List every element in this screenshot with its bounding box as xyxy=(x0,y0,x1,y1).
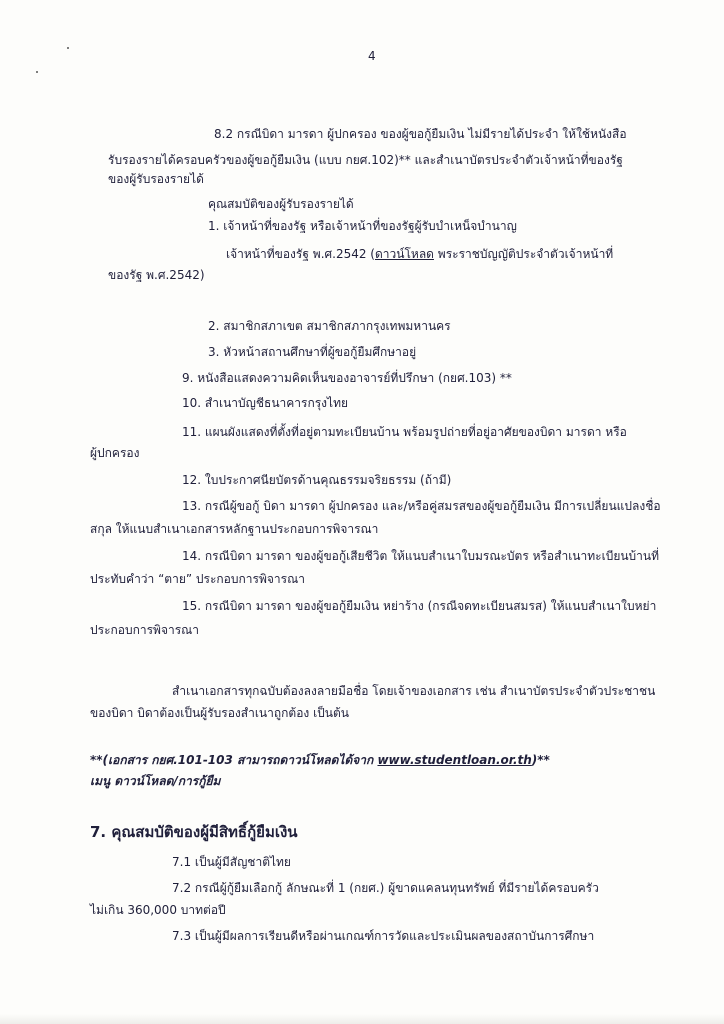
note-line1: สำเนาเอกสารทุกฉบับต้องลงลายมือชื่อ โดยเจ้าของเอกสาร เช่น สำเนาบัตรประจำตัวประชาชน xyxy=(172,684,656,698)
qualification-1-text-after: พระราชบัญญัติประจำตัวเจ้าหน้าที่ xyxy=(433,247,614,261)
page-number: 4 xyxy=(368,49,376,63)
qualifications-title: คุณสมบัติของผู้รับรองรายได้ xyxy=(208,197,354,211)
qualification-1-text: เจ้าหน้าที่ของรัฐ พ.ศ.2542 ( xyxy=(226,247,375,261)
item-11-line2: ผู้ปกครอง xyxy=(90,446,140,460)
item-14-line2: ประทับคำว่า “ตาย” ประกอบการพิจารณา xyxy=(90,572,305,586)
item-8-2-line3: ของผู้รับรองรายได้ xyxy=(108,172,204,186)
section-7-2-line1: 7.2 กรณีผู้กู้ยืมเลือกกู้ ลักษณะที่ 1 (กยศ.) ผู้ขาดแคลนทุนทรัพย์ ที่มีรายได้ครอบครัว xyxy=(172,881,599,895)
item-15-line1: 15. กรณีบิดา มารดา ของผู้ขอกู้ยืมเงิน หย่าร้าง (กรณีจดทะเบียนสมรส) ให้แนบสำเนาใบหย่า xyxy=(182,599,657,613)
page-bottom-edge xyxy=(0,1014,724,1024)
item-8-2-line2: รับรองรายได้ครอบครัวของผู้ขอกู้ยืมเงิน (แบบ กยศ.102)** และสำเนาบัตรประจำตัวเจ้าหน้าที่ของรัฐ xyxy=(108,153,623,167)
item-13-line2: สกุล ให้แนบสำเนาเอกสารหลักฐานประกอบการพิจารณา xyxy=(90,522,379,536)
item-11-line1: 11. แผนผังแสดงที่ตั้งที่อยู่ตามทะเบียนบ้าน พร้อมรูปถ่ายที่อยู่อาศัยของบิดา มารดา หรือ xyxy=(182,425,627,439)
note-line2: ของบิดา บิดาต้องเป็นผู้รับรองสำเนาถูกต้อง เป็นต้น xyxy=(90,706,349,720)
item-12: 12. ใบประกาศนียบัตรด้านคุณธรรมจริยธรรม (ถ้ามี) xyxy=(182,473,452,487)
section-7-2-line2: ไม่เกิน 360,000 บาทต่อปี xyxy=(90,903,226,917)
scan-speck xyxy=(67,47,69,49)
download-note-line1 xyxy=(90,752,550,768)
item-13-line1: 13. กรณีผู้ขอกู้ บิดา มารดา ผู้ปกครอง และ/หรือคู่สมรสของผู้ขอกู้ยืมเงิน มีการเปลี่ยนแปลงชื่อ xyxy=(182,499,661,513)
download-note-text: **(เอกสาร กยศ.101-103 สามารถดาวน์โหลดได้จาก xyxy=(90,753,378,767)
qualification-3: 3. หัวหน้าสถานศึกษาที่ผู้ขอกู้ยืมศึกษาอยู่ xyxy=(208,345,417,359)
section-7-3: 7.3 เป็นผู้มีผลการเรียนดีหรือผ่านเกณฑ์การวัดและประเมินผลของสถาบันการศึกษา xyxy=(172,929,595,943)
download-link[interactable]: ดาวน์โหลด xyxy=(374,247,434,261)
qualification-1-line3: ของรัฐ พ.ศ.2542) xyxy=(108,268,205,282)
item-14-line1: 14. กรณีบิดา มารดา ของผู้ขอกู้เสียชีวิต ให้แนบสำเนาใบมรณะบัตร หรือสำเนาทะเบียนบ้านที่ xyxy=(182,549,660,563)
website-link[interactable]: www.studentloan.or.th xyxy=(377,753,532,767)
qualification-1-line2 xyxy=(226,246,613,262)
section-7-heading: 7. คุณสมบัติของผู้มีสิทธิ์กู้ยืมเงิน xyxy=(90,823,298,841)
item-10: 10. สำเนาบัญชีธนาคารกรุงไทย xyxy=(182,396,349,410)
qualification-2: 2. สมาชิกสภาเขต สมาชิกสภากรุงเทพมหานคร xyxy=(208,319,451,333)
scan-speck xyxy=(36,71,38,73)
section-7-1: 7.1 เป็นผู้มีสัญชาติไทย xyxy=(172,855,291,869)
item-9: 9. หนังสือแสดงความคิดเห็นของอาจารย์ที่ปรึกษา (กยศ.103) ** xyxy=(182,371,512,385)
item-15-line2: ประกอบการพิจารณา xyxy=(90,623,200,637)
download-note-line2: เมนู ดาวน์โหลด/การกู้ยืม xyxy=(90,774,221,788)
download-note-end: )** xyxy=(531,753,550,767)
qualification-1-line1: 1. เจ้าหน้าที่ของรัฐ หรือเจ้าหน้าที่ของรัฐผู้รับบำเหน็จบำนาญ xyxy=(208,219,517,233)
item-8-2-line1: 8.2 กรณีบิดา มารดา ผู้ปกครอง ของผู้ขอกู้ยืมเงิน ไม่มีรายได้ประจำ ให้ใช้หนังสือ xyxy=(214,127,627,141)
